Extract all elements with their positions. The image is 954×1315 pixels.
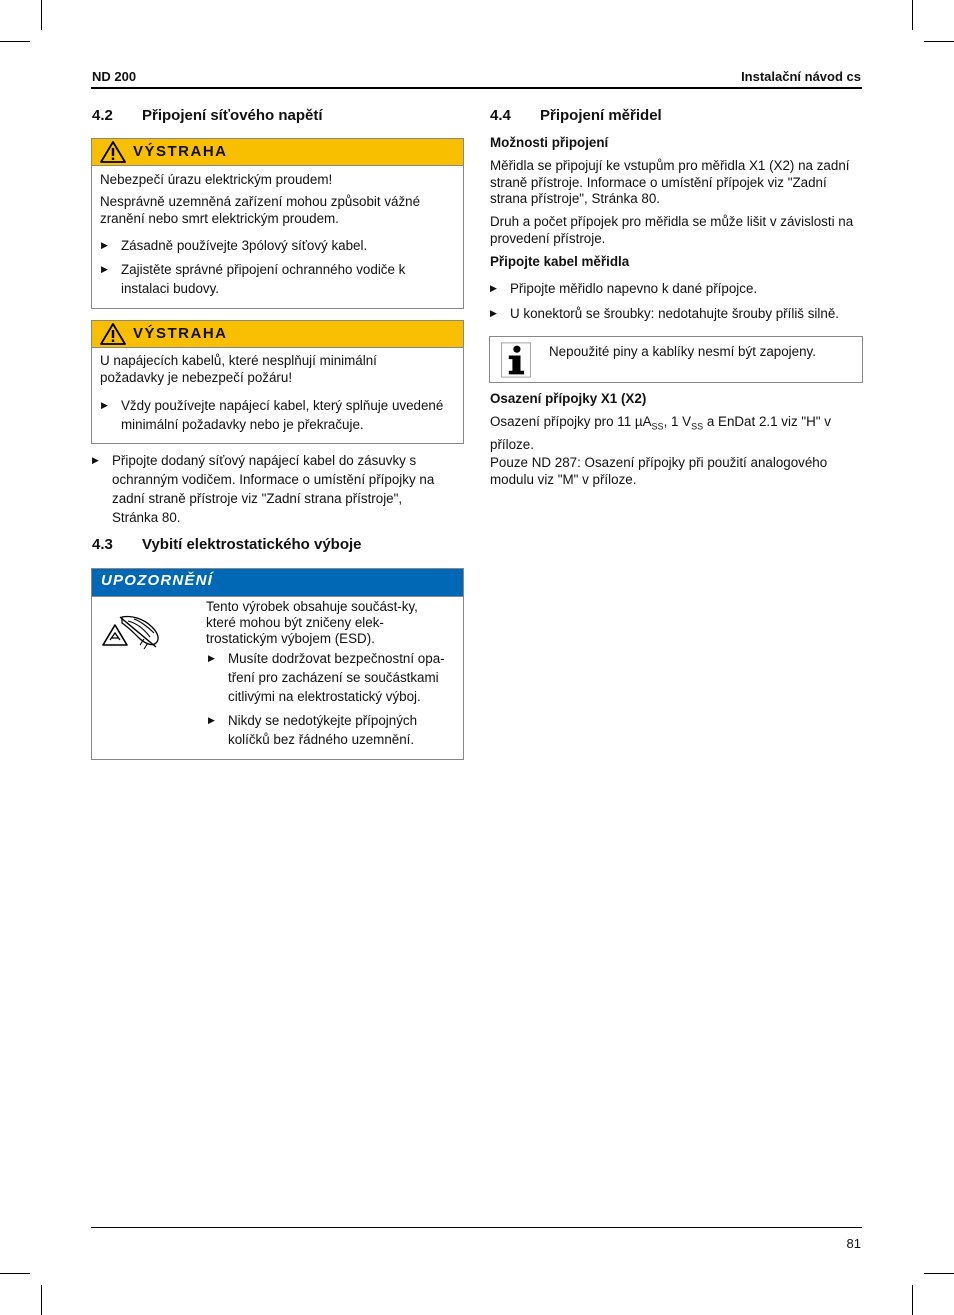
pinout-text-c: a EnDat 2.1 viz "H" v příloze.: [490, 414, 831, 452]
warning-triangle-icon: [100, 141, 126, 163]
section-number: 4.4: [490, 107, 511, 124]
warning-box-electric: [91, 138, 464, 309]
crop-mark: [924, 41, 954, 42]
paragraph: Pouze ND 287: Osazení přípojky při použití analogového modulu viz "M" v příloze.: [490, 455, 828, 487]
notice-box-esd: [91, 568, 464, 760]
warning-bullet: ▶ Zásadně používejte 3pólový síťový kabel.: [101, 236, 456, 255]
info-text: Nepoužité piny a kablíky nesmí být zapojeny.: [549, 344, 816, 359]
header-rule: [91, 87, 862, 89]
section-number: 4.2: [92, 107, 113, 124]
crop-mark: [41, 0, 42, 30]
warning-box-fire: [91, 320, 464, 444]
pinout-text-a: Osazení přípojky pro 11 µA: [490, 414, 652, 429]
notice-bullet: ▶ Musíte dodržovat bezpečnostní opa-tření pro zacházení se součástkami citlivými na elektrostatický výboj.: [208, 649, 456, 706]
subheading-options: Možnosti připojení: [490, 135, 609, 150]
section-number: 4.3: [92, 536, 113, 553]
warning-header: [92, 139, 463, 166]
section-heading-4-4: [490, 107, 662, 124]
header-product: ND 200: [92, 69, 137, 84]
instruction-bullet: ▶ Připojte dodaný síťový napájecí kabel do zásuvky s ochranným vodičem. Informace o umístění přípojky na zadní straně přístroje viz "Zadní strana přístroje", Stránka 80.: [92, 451, 447, 527]
warning-triangle-icon: [100, 323, 126, 345]
warning-label: VÝSTRAHA: [133, 325, 228, 342]
crop-mark: [41, 1285, 42, 1315]
notice-bullet: ▶ Nikdy se nedotýkejte přípojných kolíčků bez řádného uzemnění.: [208, 711, 456, 749]
warning-text: U napájecích kabelů, které nesplňují minimální požadavky je nebezpečí požáru!: [100, 353, 377, 385]
crop-mark: [912, 1285, 913, 1315]
header-doc-title: Instalační návod cs: [741, 69, 861, 84]
paragraph: Měřidla se připojují ke vstupům pro měřidla X1 (X2) na zadní straně přístroje. Informace o umístění přípojek viz "Zadní strana přístroje", Stránka 80.: [490, 158, 850, 206]
info-box: [489, 336, 863, 383]
section-title: Vybití elektrostatického výboje: [142, 536, 362, 553]
subheading-pinout: Osazení přípojky X1 (X2): [490, 391, 647, 406]
subheading-connect: Připojte kabel měřidla: [490, 254, 630, 269]
instruction-bullet: ▶ U konektorů se šroubky: nedotahujte šrouby příliš silně.: [490, 304, 880, 323]
section-heading-4-2: [92, 107, 323, 124]
subscript: SS: [651, 421, 664, 432]
crop-mark: [912, 0, 913, 30]
crop-mark: [924, 1273, 954, 1274]
esd-hand-icon: [100, 613, 164, 653]
section-heading-4-3: [92, 536, 362, 553]
footer-rule: [91, 1227, 862, 1228]
warning-text: Nesprávně uzemněná zařízení mohou způsobit vážné zranění nebo smrt elektrickým proudem.: [100, 194, 421, 226]
paragraph: Druh a počet přípojek pro měřidla se může lišit v závislosti na provedení přístroje.: [490, 214, 854, 246]
pinout-text-b: , 1 V: [663, 414, 692, 429]
warning-text: Nebezpečí úrazu elektrickým proudem!: [100, 172, 333, 187]
warning-header: [92, 321, 463, 348]
notice-header: [92, 569, 463, 597]
notice-label: UPOZORNĚNÍ: [101, 572, 214, 589]
crop-mark: [0, 1273, 30, 1274]
warning-bullet: ▶ Zajistěte správné připojení ochranného vodiče k instalaci budovy.: [101, 260, 441, 298]
section-title: Připojení síťového napětí: [142, 107, 323, 124]
page-number: 81: [846, 1236, 861, 1251]
instruction-bullet: ▶ Připojte měřidlo napevno k dané přípojce.: [490, 279, 870, 298]
warning-bullet: ▶ Vždy používejte napájecí kabel, který splňuje uvedené minimální požadavky nebo je překračuje.: [101, 396, 456, 434]
info-icon: [499, 342, 533, 378]
section-title: Připojení měřidel: [540, 107, 662, 124]
warning-label: VÝSTRAHA: [133, 143, 228, 160]
paragraph-pinout: [490, 413, 855, 454]
subscript: SS: [691, 421, 704, 432]
crop-mark: [0, 41, 30, 42]
notice-text: Tento výrobek obsahuje součást-ky, které mohou být zničeny elek-trostatickým výbojem (ESD).: [206, 599, 418, 646]
